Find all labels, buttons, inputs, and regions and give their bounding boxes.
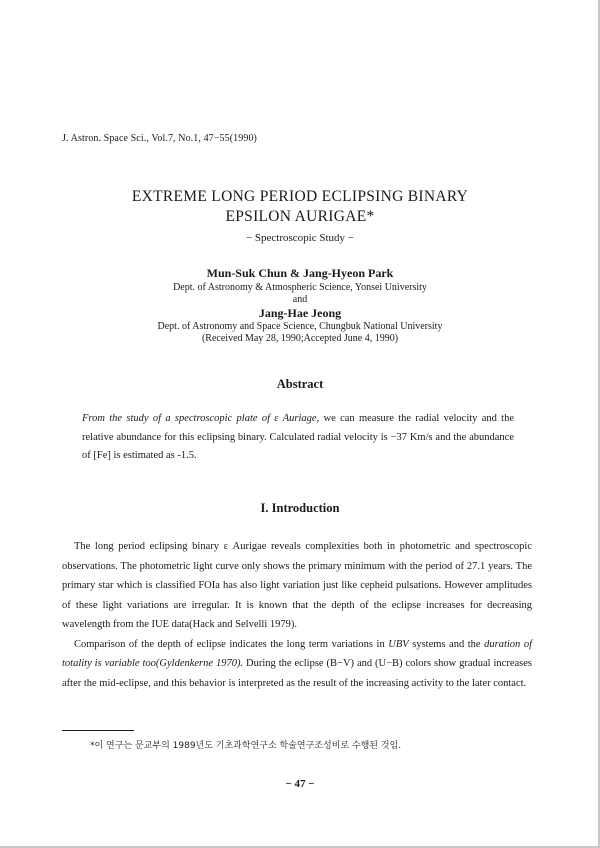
intro-paragraph-2	[62, 635, 532, 694]
affiliation-yonsei: Dept. of Astronomy & Atmospheric Science, Yonsei University	[173, 282, 427, 293]
abstract-lead: From the study of a spectroscopic plate of ε Auriage,	[82, 413, 320, 424]
authors-primary: Mun-Suk Chun & Jang-Hyeon Park	[206, 266, 394, 280]
abstract-rest: we can measure the radial velocity and the relative abundance for this eclipsing binary. Calculated radial velocity is −37 Km/s and the abundance of [Fe] is estimated as -1.5.	[82, 413, 515, 461]
abstract-text	[82, 410, 514, 466]
intro-paragraph-1: The long period eclipsing binary ε Aurigae reveals complexities both in photometric and spectroscopic observations. The photometric light curve only shows the primary minimum with the period of 27.1 years. The primary star which is classified FOIa has also light variation just like cepheid pulsations. However amplitudes of these light variations are irregular. It is known that the depth of the eclipse increases for decreasing wavelength from the IUE data(Hack and Selvelli 1979).	[62, 541, 532, 630]
author-separator: and	[292, 294, 308, 305]
introduction-text	[62, 537, 532, 693]
paper-subtitle: − Spectroscopic Study −	[245, 232, 355, 244]
intro-p2-part-a: Comparison of the depth of eclipse indicates the long term variations in	[74, 638, 389, 650]
introduction-heading: I. Introduction	[260, 501, 340, 515]
paper-title-line2: EPSILON AURIGAE*	[225, 208, 375, 225]
authors-secondary: Jang-Hae Jeong	[258, 306, 342, 320]
affiliation-chungbuk: Dept. of Astronomy and Space Science, Chungbuk National University	[157, 321, 443, 332]
journal-reference: J. Astron. Space Sci., Vol.7, No.1, 47−55(1990)	[62, 133, 257, 144]
intro-p2-part-c: During the eclipse (B−V) and (U−B) colors show gradual increases after the mid-eclipse, and this behavior is interpreted as the result of the increasing activity to the later contact.	[62, 658, 532, 689]
footnote-rule	[62, 730, 134, 731]
abstract-heading: Abstract	[276, 377, 324, 391]
page-number: − 47 −	[285, 778, 315, 790]
received-dates: (Received May 28, 1990;Accepted June 4, 1990)	[201, 333, 399, 344]
intro-p2-italic: duration of totality is variable too(Gyldenkerne 1970).	[62, 638, 533, 669]
intro-p2-ubv: UBV	[388, 638, 409, 650]
footnote: *이 연구는 문교부의 1989년도 기초과학연구소 학술연구조성비로 수행된 것임.	[90, 741, 402, 751]
paper-title-line1: EXTREME LONG PERIOD ECLIPSING BINARY	[131, 188, 469, 205]
intro-p2-part-b: systems and the	[408, 638, 485, 650]
